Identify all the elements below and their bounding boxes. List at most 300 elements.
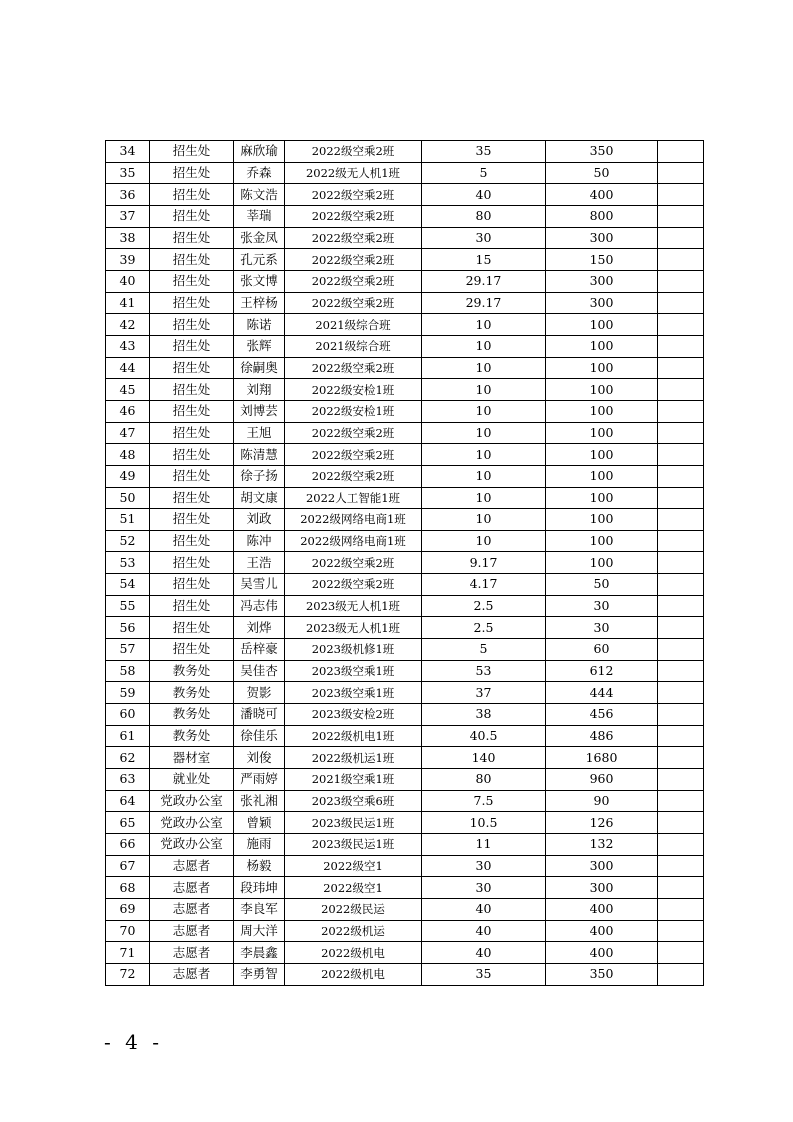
cell-department: 招生处 bbox=[150, 465, 234, 487]
cell-amount: 400 bbox=[546, 920, 658, 942]
cell-class: 2022人工智能1班 bbox=[285, 487, 422, 509]
cell-department: 招生处 bbox=[150, 379, 234, 401]
cell-index: 65 bbox=[106, 812, 150, 834]
cell-name: 施雨 bbox=[234, 834, 285, 856]
cell-remark bbox=[658, 617, 704, 639]
table-row bbox=[106, 314, 704, 336]
table-row bbox=[106, 270, 704, 292]
cell-department: 教务处 bbox=[150, 704, 234, 726]
cell-hours: 2.5 bbox=[422, 595, 546, 617]
cell-index: 68 bbox=[106, 877, 150, 899]
cell-amount: 612 bbox=[546, 660, 658, 682]
cell-hours: 53 bbox=[422, 660, 546, 682]
cell-name: 陈清慧 bbox=[234, 444, 285, 466]
cell-amount: 400 bbox=[546, 898, 658, 920]
cell-index: 59 bbox=[106, 682, 150, 704]
cell-department: 党政办公室 bbox=[150, 812, 234, 834]
cell-amount: 50 bbox=[546, 162, 658, 184]
cell-department: 招生处 bbox=[150, 335, 234, 357]
table-row bbox=[106, 422, 704, 444]
cell-class: 2021级空乘1班 bbox=[285, 769, 422, 791]
cell-amount: 350 bbox=[546, 141, 658, 163]
cell-class: 2022级空乘2班 bbox=[285, 422, 422, 444]
cell-class: 2023级安检2班 bbox=[285, 704, 422, 726]
cell-department: 招生处 bbox=[150, 292, 234, 314]
cell-amount: 30 bbox=[546, 617, 658, 639]
cell-name: 李良军 bbox=[234, 898, 285, 920]
cell-name: 李勇智 bbox=[234, 963, 285, 985]
cell-class: 2021级综合班 bbox=[285, 335, 422, 357]
cell-remark bbox=[658, 574, 704, 596]
cell-department: 教务处 bbox=[150, 682, 234, 704]
cell-hours: 37 bbox=[422, 682, 546, 704]
cell-name: 王旭 bbox=[234, 422, 285, 444]
table-row bbox=[106, 682, 704, 704]
cell-name: 陈文浩 bbox=[234, 184, 285, 206]
cell-remark bbox=[658, 314, 704, 336]
cell-hours: 10 bbox=[422, 400, 546, 422]
cell-class: 2022级无人机1班 bbox=[285, 162, 422, 184]
cell-amount: 456 bbox=[546, 704, 658, 726]
table-row bbox=[106, 162, 704, 184]
cell-class: 2021级综合班 bbox=[285, 314, 422, 336]
cell-hours: 10 bbox=[422, 357, 546, 379]
cell-hours: 10 bbox=[422, 314, 546, 336]
table-row bbox=[106, 184, 704, 206]
cell-hours: 10 bbox=[422, 509, 546, 531]
cell-remark bbox=[658, 747, 704, 769]
table-row bbox=[106, 487, 704, 509]
cell-class: 2022级安检1班 bbox=[285, 379, 422, 401]
cell-amount: 100 bbox=[546, 400, 658, 422]
table-row bbox=[106, 660, 704, 682]
cell-name: 刘政 bbox=[234, 509, 285, 531]
table-row bbox=[106, 769, 704, 791]
table-row bbox=[106, 639, 704, 661]
cell-index: 39 bbox=[106, 249, 150, 271]
cell-name: 贺影 bbox=[234, 682, 285, 704]
cell-hours: 35 bbox=[422, 141, 546, 163]
cell-name: 刘烨 bbox=[234, 617, 285, 639]
cell-department: 招生处 bbox=[150, 595, 234, 617]
cell-department: 招生处 bbox=[150, 552, 234, 574]
table-row bbox=[106, 444, 704, 466]
cell-department: 党政办公室 bbox=[150, 790, 234, 812]
cell-department: 招生处 bbox=[150, 639, 234, 661]
table-row bbox=[106, 249, 704, 271]
cell-amount: 300 bbox=[546, 227, 658, 249]
cell-name: 王梓杨 bbox=[234, 292, 285, 314]
cell-class: 2022级机电 bbox=[285, 942, 422, 964]
cell-class: 2022级机运1班 bbox=[285, 747, 422, 769]
cell-amount: 100 bbox=[546, 487, 658, 509]
cell-class: 2022级空乘2班 bbox=[285, 249, 422, 271]
cell-index: 71 bbox=[106, 942, 150, 964]
cell-name: 严雨婷 bbox=[234, 769, 285, 791]
table-row bbox=[106, 595, 704, 617]
cell-amount: 960 bbox=[546, 769, 658, 791]
table-row bbox=[106, 530, 704, 552]
cell-class: 2022级空乘2班 bbox=[285, 465, 422, 487]
table-row bbox=[106, 141, 704, 163]
cell-remark bbox=[658, 639, 704, 661]
cell-department: 招生处 bbox=[150, 162, 234, 184]
cell-class: 2022级空乘2班 bbox=[285, 574, 422, 596]
cell-index: 72 bbox=[106, 963, 150, 985]
table-body bbox=[106, 141, 704, 986]
cell-index: 50 bbox=[106, 487, 150, 509]
cell-index: 53 bbox=[106, 552, 150, 574]
cell-class: 2022级空1 bbox=[285, 855, 422, 877]
table-row bbox=[106, 747, 704, 769]
cell-name: 潘晓可 bbox=[234, 704, 285, 726]
cell-class: 2022级民运 bbox=[285, 898, 422, 920]
page-number: - 4 - bbox=[104, 1030, 163, 1054]
cell-remark bbox=[658, 205, 704, 227]
cell-department: 招生处 bbox=[150, 205, 234, 227]
cell-index: 45 bbox=[106, 379, 150, 401]
cell-index: 56 bbox=[106, 617, 150, 639]
table-row bbox=[106, 725, 704, 747]
table-row bbox=[106, 335, 704, 357]
cell-remark bbox=[658, 509, 704, 531]
cell-remark bbox=[658, 942, 704, 964]
table-row bbox=[106, 834, 704, 856]
cell-class: 2023级空乘1班 bbox=[285, 682, 422, 704]
cell-class: 2022级安检1班 bbox=[285, 400, 422, 422]
cell-class: 2022级空乘2班 bbox=[285, 292, 422, 314]
table-row bbox=[106, 227, 704, 249]
cell-hours: 10 bbox=[422, 379, 546, 401]
cell-amount: 350 bbox=[546, 963, 658, 985]
cell-amount: 400 bbox=[546, 942, 658, 964]
cell-remark bbox=[658, 184, 704, 206]
table-row bbox=[106, 920, 704, 942]
cell-department: 招生处 bbox=[150, 530, 234, 552]
cell-amount: 100 bbox=[546, 509, 658, 531]
cell-amount: 100 bbox=[546, 379, 658, 401]
cell-index: 69 bbox=[106, 898, 150, 920]
cell-remark bbox=[658, 769, 704, 791]
cell-index: 34 bbox=[106, 141, 150, 163]
cell-name: 王浩 bbox=[234, 552, 285, 574]
cell-index: 38 bbox=[106, 227, 150, 249]
cell-department: 招生处 bbox=[150, 314, 234, 336]
cell-index: 51 bbox=[106, 509, 150, 531]
cell-hours: 11 bbox=[422, 834, 546, 856]
cell-department: 党政办公室 bbox=[150, 834, 234, 856]
cell-index: 64 bbox=[106, 790, 150, 812]
cell-department: 志愿者 bbox=[150, 855, 234, 877]
table-row bbox=[106, 617, 704, 639]
table-row bbox=[106, 292, 704, 314]
cell-department: 招生处 bbox=[150, 400, 234, 422]
cell-name: 周大洋 bbox=[234, 920, 285, 942]
cell-name: 徐子扬 bbox=[234, 465, 285, 487]
cell-name: 胡文康 bbox=[234, 487, 285, 509]
cell-hours: 10 bbox=[422, 487, 546, 509]
cell-remark bbox=[658, 812, 704, 834]
cell-remark bbox=[658, 379, 704, 401]
cell-hours: 10 bbox=[422, 335, 546, 357]
cell-name: 李晨鑫 bbox=[234, 942, 285, 964]
cell-name: 莘瑞 bbox=[234, 205, 285, 227]
cell-index: 47 bbox=[106, 422, 150, 444]
cell-hours: 10 bbox=[422, 530, 546, 552]
cell-hours: 40 bbox=[422, 898, 546, 920]
cell-remark bbox=[658, 400, 704, 422]
cell-department: 招生处 bbox=[150, 141, 234, 163]
cell-class: 2022级空乘2班 bbox=[285, 141, 422, 163]
cell-index: 70 bbox=[106, 920, 150, 942]
cell-remark bbox=[658, 877, 704, 899]
table-row bbox=[106, 812, 704, 834]
table-row bbox=[106, 963, 704, 985]
cell-amount: 50 bbox=[546, 574, 658, 596]
cell-index: 52 bbox=[106, 530, 150, 552]
table-row bbox=[106, 574, 704, 596]
cell-index: 54 bbox=[106, 574, 150, 596]
cell-hours: 10.5 bbox=[422, 812, 546, 834]
cell-department: 志愿者 bbox=[150, 920, 234, 942]
cell-index: 44 bbox=[106, 357, 150, 379]
cell-name: 麻欣瑜 bbox=[234, 141, 285, 163]
cell-hours: 4.17 bbox=[422, 574, 546, 596]
cell-department: 就业处 bbox=[150, 769, 234, 791]
cell-class: 2023级民运1班 bbox=[285, 834, 422, 856]
cell-amount: 132 bbox=[546, 834, 658, 856]
cell-remark bbox=[658, 487, 704, 509]
cell-index: 61 bbox=[106, 725, 150, 747]
cell-index: 40 bbox=[106, 270, 150, 292]
table-row bbox=[106, 205, 704, 227]
cell-remark bbox=[658, 552, 704, 574]
cell-hours: 10 bbox=[422, 465, 546, 487]
cell-class: 2022级机电 bbox=[285, 963, 422, 985]
cell-class: 2023级无人机1班 bbox=[285, 595, 422, 617]
cell-remark bbox=[658, 270, 704, 292]
cell-name: 孔元系 bbox=[234, 249, 285, 271]
table-row bbox=[106, 465, 704, 487]
cell-class: 2022级空乘2班 bbox=[285, 357, 422, 379]
cell-amount: 1680 bbox=[546, 747, 658, 769]
cell-remark bbox=[658, 790, 704, 812]
cell-amount: 100 bbox=[546, 314, 658, 336]
cell-name: 徐佳乐 bbox=[234, 725, 285, 747]
cell-hours: 30 bbox=[422, 227, 546, 249]
cell-amount: 800 bbox=[546, 205, 658, 227]
cell-remark bbox=[658, 725, 704, 747]
cell-amount: 100 bbox=[546, 335, 658, 357]
table-row bbox=[106, 400, 704, 422]
cell-hours: 80 bbox=[422, 769, 546, 791]
cell-hours: 30 bbox=[422, 877, 546, 899]
cell-remark bbox=[658, 595, 704, 617]
table-row bbox=[106, 942, 704, 964]
cell-department: 招生处 bbox=[150, 617, 234, 639]
cell-class: 2022级网络电商1班 bbox=[285, 509, 422, 531]
cell-remark bbox=[658, 963, 704, 985]
cell-class: 2022级空乘2班 bbox=[285, 270, 422, 292]
cell-index: 63 bbox=[106, 769, 150, 791]
cell-class: 2022级空乘2班 bbox=[285, 552, 422, 574]
cell-amount: 444 bbox=[546, 682, 658, 704]
cell-remark bbox=[658, 682, 704, 704]
table-row bbox=[106, 357, 704, 379]
cell-class: 2023级机修1班 bbox=[285, 639, 422, 661]
cell-index: 62 bbox=[106, 747, 150, 769]
cell-remark bbox=[658, 898, 704, 920]
cell-amount: 100 bbox=[546, 422, 658, 444]
cell-class: 2022级空乘2班 bbox=[285, 184, 422, 206]
cell-remark bbox=[658, 292, 704, 314]
cell-index: 58 bbox=[106, 660, 150, 682]
cell-index: 41 bbox=[106, 292, 150, 314]
cell-name: 张金凤 bbox=[234, 227, 285, 249]
cell-amount: 300 bbox=[546, 292, 658, 314]
cell-department: 招生处 bbox=[150, 422, 234, 444]
cell-hours: 10 bbox=[422, 422, 546, 444]
cell-hours: 40 bbox=[422, 920, 546, 942]
cell-name: 陈冲 bbox=[234, 530, 285, 552]
data-table bbox=[105, 140, 704, 986]
table-row bbox=[106, 509, 704, 531]
cell-remark bbox=[658, 227, 704, 249]
cell-remark bbox=[658, 249, 704, 271]
cell-amount: 60 bbox=[546, 639, 658, 661]
cell-hours: 15 bbox=[422, 249, 546, 271]
cell-class: 2022级空1 bbox=[285, 877, 422, 899]
cell-index: 67 bbox=[106, 855, 150, 877]
cell-department: 招生处 bbox=[150, 357, 234, 379]
cell-class: 2022级机运 bbox=[285, 920, 422, 942]
cell-hours: 2.5 bbox=[422, 617, 546, 639]
cell-amount: 300 bbox=[546, 855, 658, 877]
cell-remark bbox=[658, 855, 704, 877]
cell-name: 杨毅 bbox=[234, 855, 285, 877]
cell-name: 吴雪儿 bbox=[234, 574, 285, 596]
cell-amount: 100 bbox=[546, 444, 658, 466]
cell-remark bbox=[658, 162, 704, 184]
cell-amount: 486 bbox=[546, 725, 658, 747]
table-row bbox=[106, 898, 704, 920]
cell-index: 37 bbox=[106, 205, 150, 227]
cell-hours: 30 bbox=[422, 855, 546, 877]
cell-class: 2022级机电1班 bbox=[285, 725, 422, 747]
cell-hours: 35 bbox=[422, 963, 546, 985]
cell-department: 志愿者 bbox=[150, 963, 234, 985]
cell-amount: 300 bbox=[546, 877, 658, 899]
cell-department: 教务处 bbox=[150, 725, 234, 747]
cell-department: 招生处 bbox=[150, 227, 234, 249]
cell-index: 66 bbox=[106, 834, 150, 856]
cell-amount: 100 bbox=[546, 530, 658, 552]
cell-hours: 40 bbox=[422, 184, 546, 206]
cell-remark bbox=[658, 920, 704, 942]
cell-amount: 400 bbox=[546, 184, 658, 206]
cell-hours: 80 bbox=[422, 205, 546, 227]
cell-class: 2023级空乘1班 bbox=[285, 660, 422, 682]
cell-amount: 150 bbox=[546, 249, 658, 271]
cell-hours: 29.17 bbox=[422, 270, 546, 292]
cell-index: 57 bbox=[106, 639, 150, 661]
cell-amount: 300 bbox=[546, 270, 658, 292]
table-row bbox=[106, 790, 704, 812]
cell-index: 43 bbox=[106, 335, 150, 357]
cell-remark bbox=[658, 530, 704, 552]
cell-class: 2022级空乘2班 bbox=[285, 227, 422, 249]
cell-name: 段玮坤 bbox=[234, 877, 285, 899]
table-row bbox=[106, 379, 704, 401]
cell-department: 教务处 bbox=[150, 660, 234, 682]
cell-name: 刘翔 bbox=[234, 379, 285, 401]
cell-hours: 5 bbox=[422, 162, 546, 184]
cell-name: 刘博芸 bbox=[234, 400, 285, 422]
cell-remark bbox=[658, 660, 704, 682]
table-row bbox=[106, 704, 704, 726]
cell-remark bbox=[658, 465, 704, 487]
table-row bbox=[106, 855, 704, 877]
cell-name: 张礼湘 bbox=[234, 790, 285, 812]
cell-department: 器材室 bbox=[150, 747, 234, 769]
cell-index: 46 bbox=[106, 400, 150, 422]
cell-department: 志愿者 bbox=[150, 898, 234, 920]
cell-hours: 29.17 bbox=[422, 292, 546, 314]
cell-name: 冯志伟 bbox=[234, 595, 285, 617]
cell-remark bbox=[658, 335, 704, 357]
cell-class: 2023级空乘6班 bbox=[285, 790, 422, 812]
cell-department: 招生处 bbox=[150, 444, 234, 466]
cell-remark bbox=[658, 444, 704, 466]
cell-department: 招生处 bbox=[150, 184, 234, 206]
cell-department: 招生处 bbox=[150, 270, 234, 292]
cell-class: 2022级空乘2班 bbox=[285, 444, 422, 466]
cell-name: 刘俊 bbox=[234, 747, 285, 769]
cell-name: 吴佳杏 bbox=[234, 660, 285, 682]
cell-index: 48 bbox=[106, 444, 150, 466]
cell-department: 招生处 bbox=[150, 509, 234, 531]
cell-department: 招生处 bbox=[150, 487, 234, 509]
cell-amount: 100 bbox=[546, 357, 658, 379]
cell-department: 招生处 bbox=[150, 574, 234, 596]
cell-index: 55 bbox=[106, 595, 150, 617]
cell-index: 49 bbox=[106, 465, 150, 487]
cell-class: 2023级民运1班 bbox=[285, 812, 422, 834]
cell-hours: 40 bbox=[422, 942, 546, 964]
cell-hours: 7.5 bbox=[422, 790, 546, 812]
cell-remark bbox=[658, 357, 704, 379]
cell-class: 2022级网络电商1班 bbox=[285, 530, 422, 552]
cell-hours: 140 bbox=[422, 747, 546, 769]
cell-index: 42 bbox=[106, 314, 150, 336]
table-row bbox=[106, 877, 704, 899]
cell-amount: 90 bbox=[546, 790, 658, 812]
cell-amount: 30 bbox=[546, 595, 658, 617]
cell-amount: 100 bbox=[546, 465, 658, 487]
cell-hours: 40.5 bbox=[422, 725, 546, 747]
cell-name: 张文博 bbox=[234, 270, 285, 292]
cell-name: 陈诺 bbox=[234, 314, 285, 336]
cell-name: 乔森 bbox=[234, 162, 285, 184]
cell-department: 招生处 bbox=[150, 249, 234, 271]
cell-remark bbox=[658, 422, 704, 444]
cell-remark bbox=[658, 704, 704, 726]
cell-amount: 126 bbox=[546, 812, 658, 834]
cell-hours: 5 bbox=[422, 639, 546, 661]
cell-name: 徐嗣奥 bbox=[234, 357, 285, 379]
cell-hours: 38 bbox=[422, 704, 546, 726]
cell-amount: 100 bbox=[546, 552, 658, 574]
